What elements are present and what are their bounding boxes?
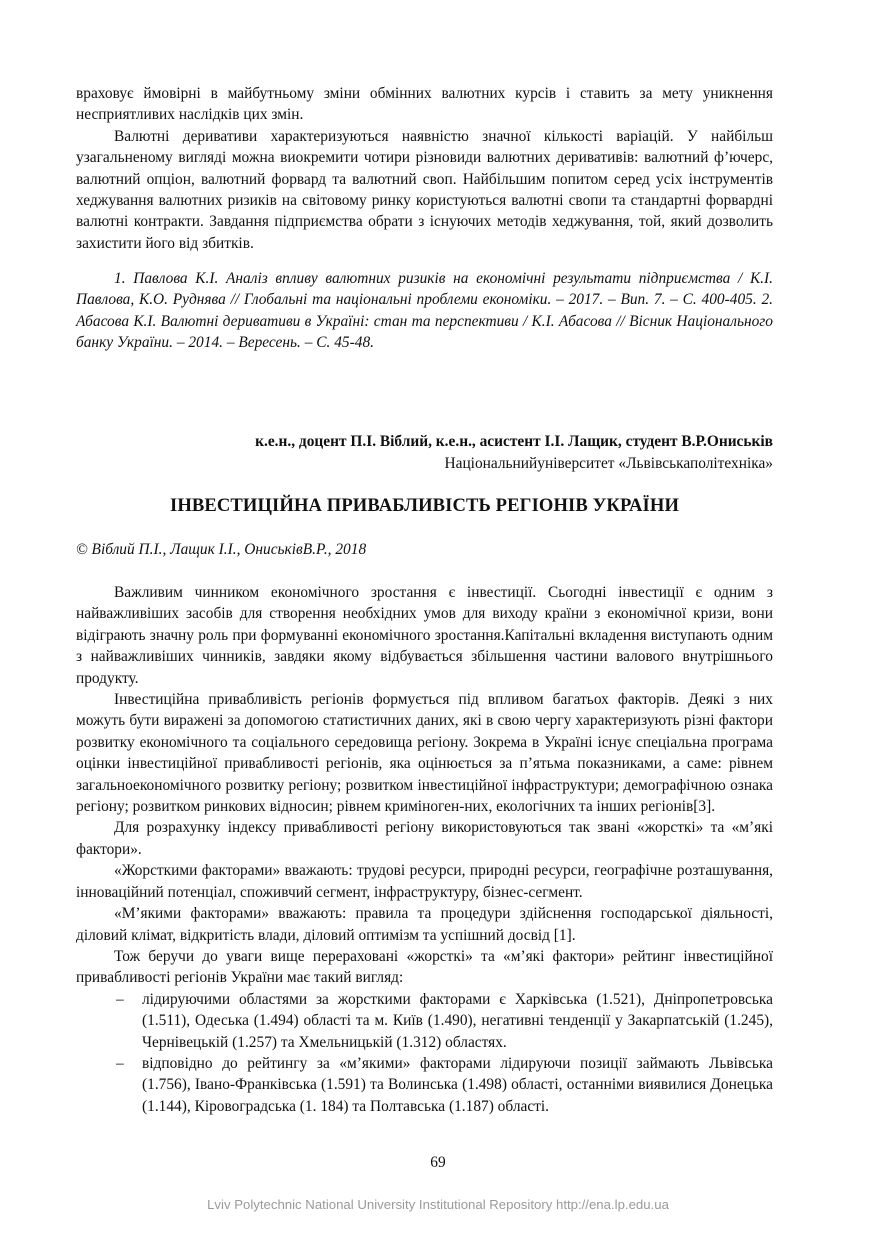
list-item-text: лідируючими областями за жорсткими факторами є Харківська (1.521), Дніпропетровська (1.511), Одеська (1.494) області та м. Київ (1.490), негативні тенденції у Закарпатській (1.245), Чернівецькій (1.257) та Хмельницькій (1.312) областях. [142, 990, 773, 1051]
body-paragraph: Для розрахунку індексу привабливості регіону використовуються так звані «жорсткі» та «м’які фактори». [76, 819, 773, 858]
body-paragraph: «Жорсткими факторами» вважають: трудові ресурси, природні ресурси, географічне розташування, інноваційний потенціал, споживчий сегмент, інфраструктуру, бізнес-сегмент. [76, 862, 773, 901]
body-paragraph: Інвестиційна привабливість регіонів формується під впливом багатьох факторів. Деякі з них можуть бути виражені за допомогою статистичних даних, які в свою чергу характеризують різні фактори розвитку економічного та соціального середовища регіону. Зокрема в Україні існує спеціальна програма оцінки інвестиційної привабливості регіонів, яка оцінюється за п’ятьма показниками, а саме: рівнем загальноекономічного розвитку регіону; розвитком інвестиційної інфраструктури; демографічною ознака регіону; розвитком ринкових відносин; рівнем криміноген-них, екологічних та інших регіонів[3]. [76, 691, 773, 816]
body-paragraph: «М’якими факторами» вважають: правила та процедури здійснення господарської діяльності, діловий клімат, відкритість влади, діловий оптимізм та успішний досвід [1]. [76, 905, 773, 944]
article-copyright: © Віблий П.І., Лащик І.І., ОниськівВ.Р., 2018 [76, 541, 367, 558]
list-bullet: – [116, 1054, 124, 1072]
body-paragraph: Важливим чинником економічного зростання є інвестиції. Сьогодні інвестиції є одним з найважливіших засобів для створення необхідних умов для виходу країни з економічної кризи, вони відіграють значну роль при формуванні економічного зростання.Капітальні вкладення виступають одним з найважливіших чинників, завдяки якому відбувається збільшення частини валового внутрішнього продукту. [76, 584, 773, 687]
list-item [76, 1053, 773, 1117]
list-item [76, 989, 773, 1053]
page-number: 69 [430, 1154, 446, 1171]
article-affiliation: Національнийуніверситет «Львівськаполітехніка» [444, 455, 773, 472]
intro-paragraph-2: Валютні деривативи характеризуються наявністю значної кількості варіацій. У найбільш узагальненому вигляді можна виокремити чотири різновиди валютних деривативів: валютний ф’ючерс, валютний опціон, валютний форвард та валютний своп. Найбільшим попитом серед усіх інструментів хеджування валютних ризиків на світовому ринку користуються валютні свопи та стандартні форвардні валютні контракти. Завдання підприємства обрати з існуючих методів хеджування, той, який дозволить захистити його від збитків. [76, 127, 773, 252]
rating-list [76, 989, 773, 1117]
body-paragraph: Тож беручи до уваги вище перераховані «жорсткі» та «м’які фактори» рейтинг інвестиційної привабливості регіонів України має такий вигляд: [76, 947, 773, 987]
article-title: ІНВЕСТИЦІЙНА ПРИВАБЛИВІСТЬ РЕГІОНІВ УКРАЇНИ [169, 495, 680, 516]
article-body [76, 582, 773, 1117]
repository-footer: Lviv Polytechnic National University Institutional Repository http://ena.lp.edu.ua [207, 1197, 669, 1212]
list-bullet: – [116, 990, 124, 1008]
list-item-text: відповідно до рейтингу за «м’якими» факторами лідируючи позиції займають Львівська (1.756), Івано-Франківська (1.591) та Волинська (1.498) області, останніми виявилися Донецька (1.144), Кіровоградська (1. 184) та Полтавська (1.187) області. [142, 1054, 773, 1115]
intro-paragraph-1: враховує ймовірні в майбутньому зміни обмінних валютних курсів і ставить за мету уникнення несприятливих наслідків цих змін. [76, 85, 773, 124]
intro-section [76, 83, 773, 254]
reference-list: 1. Павлова К.І. Аналіз впливу валютних ризиків на економічні результати підприємства / К.І. Павлова, К.О. Руднява // Глобальні та національні проблеми економіки. – 2017. – Вип. 7. – С. 400-405. 2. Абасова К.І. Валютні деривативи в Україні: стан та перспективи / К.І. Абасова // Вісник Національного банку України. – 2014. – Вересень. – С. 45-48. [76, 270, 773, 352]
article-authors: к.е.н., доцент П.І. Віблий, к.е.н., асистент І.І. Лащик, студент В.Р.Ониськів [255, 433, 773, 450]
